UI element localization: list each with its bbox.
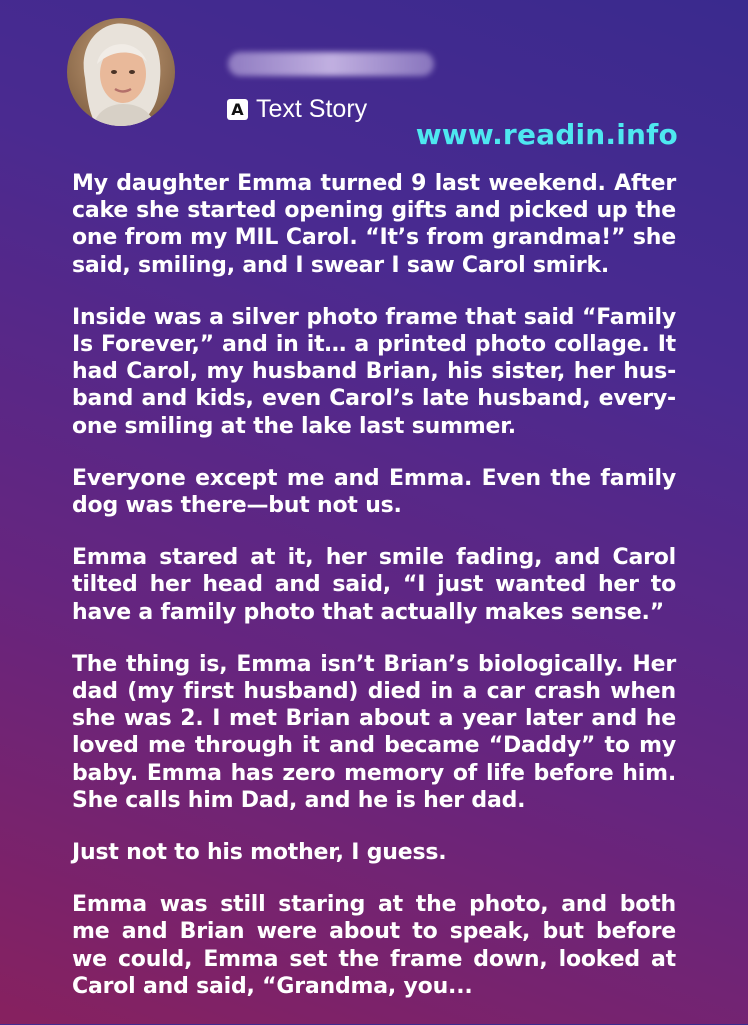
- author-avatar: [67, 18, 175, 126]
- site-url[interactable]: www.readin.info: [415, 118, 678, 151]
- avatar-portrait: [67, 18, 175, 126]
- story-type-text: Text Story: [256, 95, 368, 123]
- letter-a-icon: A: [227, 99, 248, 120]
- story-paragraph: Just not to his mother, I guess.: [72, 840, 447, 866]
- story-body: [72, 170, 676, 1025]
- story-paragraph: Inside was a silver photo frame that said “Family Is Forever,” and in it… a printed photo collage. It had Carol, my husband Brian, his sister, her hus-band and kids, even Carol’s late husband, every-one smiling at the lake last summer.: [72, 304, 676, 439]
- story-paragraph: Emma stared at it, her smile fading, and Carol tilted her head and said, “I just wanted her to have a family photo that actually makes sense.”: [72, 545, 676, 625]
- author-name-blurred: [228, 52, 434, 76]
- story-paragraph: My daughter Emma turned 9 last weekend. After cake she started opening gifts and picked up the one from my MIL Carol. “It’s from grandma!” she said, smiling, and I swear I saw Carol smirk.: [72, 171, 676, 278]
- story-paragraph: Emma was still staring at the photo, and both me and Brian were about to speak, but before we could, Emma set the frame down, looked at Carol and said, “Grandma, you...: [72, 892, 676, 999]
- story-paragraph: The thing is, Emma isn’t Brian’s biologically. Her dad (my first husband) died in a car crash when she was 2. I met Brian about a year later and he loved me through it and became “Daddy” to my baby. Emma has zero memory of life before him. She calls him Dad, and he is her dad.: [72, 651, 676, 813]
- story-type-label: [227, 95, 367, 124]
- story-paragraph: Everyone except me and Emma. Even the family dog was there—but not us.: [72, 465, 676, 519]
